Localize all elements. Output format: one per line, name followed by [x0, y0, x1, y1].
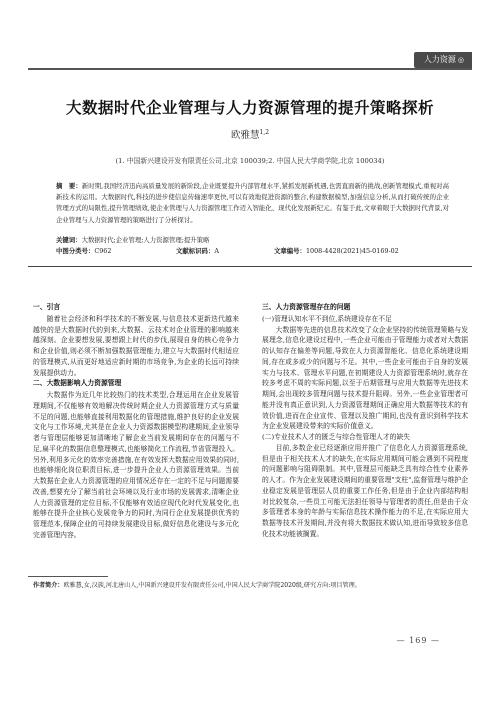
abstract-label: 摘 要：: [56, 182, 82, 190]
cognition-paragraph: 大数据等先进的信息技术改变了众企业坚持的传统管理策略与发展理念,信息化建设过程中,一些企业可能由于管理能力或者对大数据的认知存在偏差等问题,导致在人力资源智能化、信息化系统建设期间,存在或多或少的问题与不足。其中,一些企业可能由于自身的发展实力与技术、管理水平问题,在初期建设人力资源管理系统时,就存在较多考虑不周的实际问题,以至于后期管理与应用大数据等先进技术期间,会出现较多管理问题与技术提升阻碍。另外,一些企业管理者可能并没有真正意识到,人力资源管理期间正确应用大数据等技术的有效价值,进而在企业宣传、管理以及推广期间,也没有意识到科学技术为企业发展建设带来的实际价值意义。: [262, 325, 468, 431]
article-title: 大数据时代企业管理与人力资源管理的提升策略探析: [65, 98, 434, 117]
right-column: [262, 302, 468, 540]
page-number: — 169 —: [396, 636, 440, 645]
footnote-label: 作者简介：: [33, 582, 64, 589]
intro-paragraph: 随着社会经济和科学技术的不断发展,与信息技术更新迭代越来越快的是大数据时代的到来,大数据、云技术对企业管理的影响越来越深刻。企业要想发展,要想跟上时代的步伐,展现自身的核心竞争力和企业价值,则必须不断加强数据管理能力,建立与大数据时代相适应的管理模式,从而更好地适应新时期的市场竞争,为企业的长远可持续发展提供动力。: [33, 314, 239, 377]
abstract-text: 新时期,我国经济迅向高质量发展的新阶段,企业既要提升内部管理水平,紧抓发展新机遇,也需直面新的挑战,创新管理模式,重视对高新技术的运用。大数据时代,科技的进步使信息传输速率更快,可以有效地促进资源的整合,构建数据模型,加强信息分析,从而打破传统的企业管理方式的局限性,提升管理绩效,使企业管理与人力资源管理工作迈入智能化、现代化发展新纪元。有鉴于此,文章着眼于大数据时代背景,对企业管理与人力资源管理的策略进行了分析探讨。: [56, 182, 450, 224]
author-affiliation-sup: 1,2: [259, 128, 270, 136]
footnote-rule: [28, 576, 108, 577]
keywords: [56, 235, 449, 244]
author-line: [0, 127, 500, 141]
circle-dot-icon: ◎: [457, 56, 464, 64]
section-heading-intro: 一、引言: [33, 303, 61, 311]
keywords-label: 关键词：: [56, 236, 82, 244]
keywords-text: 大数据时代;企业管理;人力资源管理;提升策略: [81, 236, 210, 244]
affiliation: (1. 中国新兴建设开发有限责任公司,北京 100039;2. 中国人民大学商学院,北京 100034): [115, 157, 385, 165]
header-rule: [28, 68, 472, 70]
footnote-text: 欧雅慧,女,汉族,河北唐山人,中国新兴建设开发有限责任公司,中国人民大学商学院2020级,研究方向:项目管理。: [63, 582, 361, 589]
abstract: [56, 181, 449, 226]
section-heading-big-data: 二、大数据影响人力资源管理: [33, 379, 122, 388]
column-category-badge: [414, 52, 472, 68]
abstract-rule: [28, 266, 472, 267]
article-number: 文章编号：1008-4428(2021)45-0169-02: [274, 247, 399, 255]
section-heading-problems: 三、人力资源管理存在的问题: [262, 303, 351, 311]
big-data-paragraph: 大数据作为近几年比较热门的技术类型,合理运用在企业发展管理期间,不仅能够有效地解决传统时期企业人力资源管理方式与质量不足的问题,也能够直接利用数据化的管理措施,维护良好的企业发展文化与工作环境,尤其是在企业人力资源数据模型构建期间,企业领导者与管理层能够更加清晰地了解企业当前发展期间存在的问题与不足,扁平化的数据信息整理模式,也能够简化工作流程,节省管理投入。另外,利用多元化的效率完善措施,在有效发挥大数据应用效果的同时,也能够细化岗位职责目标,进一步提升企业人力资源管理效果。当前大数据在企业人力资源管理的应用情况还存在一定的不足与问题需要改善,想要充分了解当前社会环境以及行业市场的发展需求,清晰企业人力资源管理的定位目标,不仅能够有效适应现代化时代发展变化,也能够在提升企业核心发展竞争力的同时,为同行企业发展提供优秀的管理范本,保障企业的可持续发展建设目标,做好信息化建设与多元化完善管理内容。: [33, 391, 239, 539]
column-category-label: 人力资源: [423, 55, 456, 64]
clc-number: 中图分类号：C962: [56, 247, 112, 255]
author-footnote: [33, 580, 473, 589]
talent-paragraph: 目前,多数企业已经逐渐应用并推广了信息化人力资源管理系统,但是由于相关技术人才的缺失,在实际应用期间可能会遇到不同程度的问题影响与阻碍限制。其中,管理层可能缺乏具有综合性专业素养的人才。作为企业发展建设期间的重要管理"支柱",监督管理与维护企业稳定发展是管理层人员的重要工作任务,但是由于企业内部结构相对比较复杂,一些员工可能无法担任领导与管理者的责任,但是由于众多管理者本身的年龄与实际信息技术操作能力的不足,在实际应用大数据等技术开发期间,并没有将大数据技术做认知,进而导致较多信息化技术功能被搁置。: [262, 443, 468, 538]
subsection-heading-cognition: (一)管理认知水平不到位,系统建设存在不足: [262, 314, 392, 323]
left-column: [33, 302, 239, 541]
document-code: 文献标识码：A: [176, 247, 219, 255]
subsection-heading-talent: (二)专业技术人才的匮乏与综合性管理人才的缺失: [262, 433, 411, 441]
author-name: 欧雅慧: [230, 130, 260, 141]
